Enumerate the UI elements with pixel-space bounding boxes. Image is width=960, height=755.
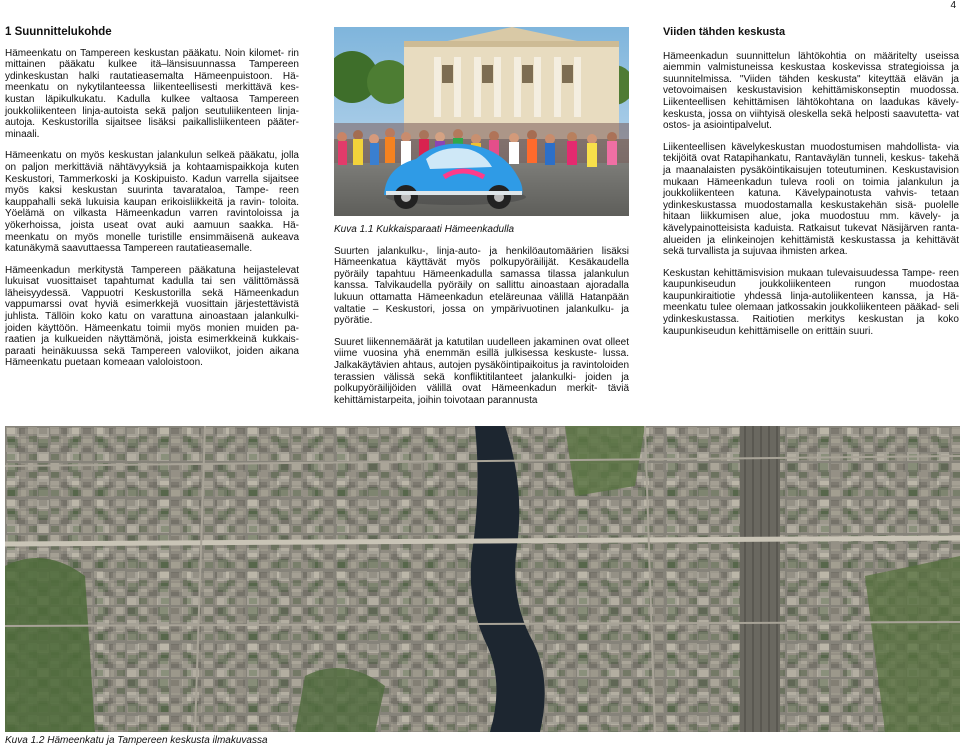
paragraph: Hämeenkatu on Tampereen keskustan pääkatu. Noin kilomet- rin mittainen pääkatu kulkee itä–länsisuunnassa Tampereen ydinkeskustan halki rautatieasemalta Hämeenpuistoon. Hä- meenkatu on nykytilanteessa liikenteellisesti merkittävä kes- kustan läpikulkukatu. Kadulla kulkee valtaosa Tampereen joukkoliikenteen linja-autoista sekä paljon seutuliikenteen linja- autoja. Keskustorilla sijaitsee lisäksi paikallisliikenteen pääter- minaali. xyxy=(5,47,299,140)
paragraph: Keskustan kehittämisvision mukaan tulevaisuudessa Tampe- reen kaupunkiseudun joukkoliikenteen rungon muodostaa kaupunkiraitiotie yhdessä linja-autoliikenteen kanssa, ja Hä- meenkatu tulee olemaan jatkossakin joukkoliikenteen pääkad- seli ydinkeskustassa. Raitiotien merkitys keskustan ja koko kaupunkiseudun kehittämiselle on erittäin suuri. xyxy=(663,267,959,337)
paragraph: Liikenteellisen kävelykeskustan muodostumisen mahdollista- via tekijöitä ovat Ratapihankatu, Rantaväylän tunneli, keskus- takehä ja maanalaisten pysäköintikaisujen toteutuminen. Keskustavision mukaan Hämeenkadun tuleva rooli on toimia jalankulun ja joukkoliikenteen katuna. Kävelypainotusta vahvis- tetaan ydinkeskustassa muodostamalla keskustakehän sisä- puolelle hitaan liikkumisen alue, joka muodostuu mm. kävely- ja kävelypainotteisista kaduista. Ratkaisut tukevat Näsijärven ranta-alueiden ja elinkeinojen kehittämistä keskustassa ja kehittävät sekä turvallista ja sujuvaa ihmisten arkea. xyxy=(663,141,959,258)
paragraph: Suuret liikennemäärät ja katutilan uudelleen jakaminen ovat olleet viime vuosina yhä enemmän esillä julkisessa keskuste- lussa. Jalkakäytävien ahtaus, autojen pysäköintipaikoitus ja ravintoloiden terassien välissä sekä konfliktitilanteet jalankulki- joiden ja polkupyöräilijöiden välillä ovat Hämeenkadun merkit- täviä kehittämistarpeita, joihin toivotaan parannusta xyxy=(334,336,629,406)
column-1 xyxy=(5,27,299,379)
paragraph: Hämeenkadun merkitystä Tampereen pääkatuna heijastelevat lukuisat vuosittaiset tapahtumat kadulla tai sen välittömässä läheisyydessä. Vappuotri Keskustorilla sekä Hämeenkadun vappumarssi ovat hyviä esimerkkejä vuosittain järjestettävistä juhlista. Tällöin koko katu on varattuna ainoastaan jalankulki- joiden käyttöön. Hämeenkatu toimii myös monien muiden pa- raatien ja kulkueiden näyttämönä, joista esimerkkeinä kukkais- paraati heinäkuussa sekä Tampereen valoviikot, joiden aikana Hämeenkatu puetaan komeaan valoloistoon. xyxy=(5,264,299,369)
subsection-heading: Viiden tähden keskusta xyxy=(663,26,786,38)
figure-caption: Kuva 1.1 Kukkaisparaati Hämeenkadulla xyxy=(334,224,515,235)
aerial-photo xyxy=(5,426,960,732)
parade-photo xyxy=(334,27,629,216)
section-heading: 1 Suunnittelukohde xyxy=(5,26,112,38)
paragraph: Suurten jalankulku-, linja-auto- ja henkilöautomäärien lisäksi Hämeenkatua käyttävät myös polkupyöräilijät. Kesäkaudella pyöräily tapahtuu Hämeenkadulla samassa tilassa jalankulun kanssa. Talvikaudella pyöräily on sallittu ainoastaan ajoradalla lukuun ottamatta Hämeenkadun eteläreunaa välillä Hatanpään valtatie – Keskustori, jossa on ympärivuotinen jalankulku- ja pyörätie. xyxy=(334,245,629,327)
figure-caption: Kuva 1.2 Hämeenkatu ja Tampereen keskusta ilmakuvassa xyxy=(5,735,268,746)
page-number: 4 xyxy=(950,0,956,11)
column-3 xyxy=(663,27,959,347)
column-2 xyxy=(334,27,629,416)
paragraph: Hämeenkatu on myös keskustan jalankulun selkeä pääkatu, jolla on paljon merkittäviä nähtävyyksiä ja kohtaamispaikkoja kuten Keskustori, Tammerkoski ja Koskipuisto. Kadun varrella sijaitsee myös kaksi keskustan suurinta tavarataloa, Tampe- reen kauppahalli sekä lukuisia kaupan erikoisliikkeitä ja ravin- toloita. Yöelämä on vilkasta Hämeenkadun varren ravintoloissa ja yökerhoissa, joista useat ovat auki aamuun saakka. Hä- meenkatu on myös monelle turistille ensimmäisenä aukeava katunäkymä saavuttaessa Tampereen rautatieasemalle. xyxy=(5,150,299,255)
paragraph: Hämeenkadun suunnittelun lähtökohtia on määritelty useissa aiemmin valmistuneissa keskustaa koskevissa strategioissa ja suunnitelmissa. "Viiden tähden keskusta" kiteyttää elävän ja vetovoimaisen keskustavision kehittämiskonseptin muodossa. Liikenteellisen kehittämisen lähtökohtana on laadukas kävely- keskusta, jossa on viihtyisä oleskella sekä helposti saavutetta- vat ostos- ja asiointipalvelut. xyxy=(663,50,959,132)
